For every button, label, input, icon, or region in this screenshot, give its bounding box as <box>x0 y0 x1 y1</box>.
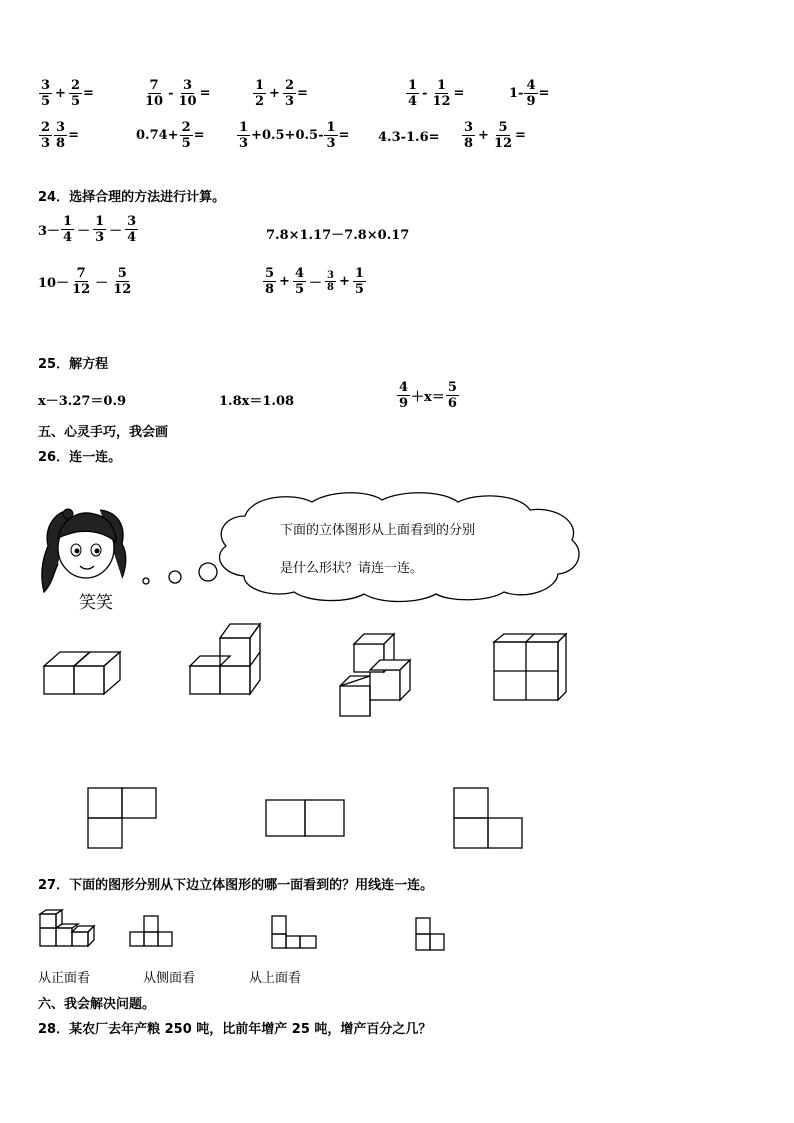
top-view-shape-3 <box>452 786 526 852</box>
solid-figure-3 <box>336 630 428 720</box>
girl-name-label: 笑笑 <box>79 593 113 613</box>
oral-r1-e5: 1- $\frac{4}{9}$ = <box>509 78 550 109</box>
oral-r1-e4: $\frac{1}{4}$ - $\frac{1}{12}$ = <box>408 78 465 109</box>
q24-title: 24．选择合理的方法进行计算。 <box>38 190 226 205</box>
thought-cloud <box>220 493 580 602</box>
fraction: $\frac{2}{5}$ <box>70 78 80 109</box>
solid-figure-2 <box>186 620 268 698</box>
q25-e3: $\frac{4}{9}$ ＋x＝ $\frac{5}{6}$ <box>399 380 457 411</box>
q24-e3: 10－ $\frac{7}{12}$ － $\frac{5}{12}$ <box>38 266 132 297</box>
q26-title: 26．连一连。 <box>38 450 122 465</box>
bubble-dot-medium <box>169 571 181 583</box>
top-view-shape-2 <box>264 798 348 840</box>
oral-r2-e2: 0.74+ $\frac{2}{5}$ = <box>136 120 205 151</box>
thought-bubble-figure <box>30 488 590 613</box>
oral-r2-e3: $\frac{1}{3}$ +0.5+0.5- $\frac{1}{3}$ = <box>239 120 350 151</box>
oral-r1-e1: $\frac{3}{5}$ + $\frac{2}{5}$ = <box>41 78 94 109</box>
q24-e1: 3－ $\frac{1}{4}$ － $\frac{1}{3}$ － $\frac{3}{4}$ <box>38 214 137 245</box>
bubble-text-line2: 是什么形状？请连一连。 <box>280 561 424 576</box>
q28-title: 28．某农厂去年产粮 250 吨，比前年增产 25 吨，增产百分之几？ <box>38 1022 432 1037</box>
oral-r2-e5: $\frac{3}{8}$ + $\frac{5}{12}$ = <box>464 120 526 151</box>
solid-figure-1 <box>40 638 130 700</box>
q27-solid-figure <box>38 908 102 950</box>
oral-r1-e2: $\frac{7}{10}$ - $\frac{3}{10}$ = <box>145 78 211 109</box>
girl-illustration <box>42 509 126 592</box>
solid-figure-4 <box>490 630 570 704</box>
q25-title: 25．解方程 <box>38 357 109 372</box>
view-label-side: 从侧面看 <box>143 971 196 986</box>
q24-e2: 7.8×1.17－7.8×0.17 <box>266 228 410 243</box>
view-label-top: 从上面看 <box>249 971 302 986</box>
q27-view-c <box>414 916 450 956</box>
fraction: $\frac{3}{5}$ <box>41 78 51 109</box>
bubble-dot-small <box>143 578 149 584</box>
oral-r1-e3: $\frac{1}{2}$ + $\frac{2}{3}$ = <box>255 78 308 109</box>
view-label-front: 从正面看 <box>38 971 91 986</box>
q27-view-a <box>128 914 178 950</box>
bubble-text-line1: 下面的立体图形从上面看到的分别 <box>280 523 476 538</box>
oral-r2-e4: 4.3-1.6= <box>378 130 440 145</box>
bubble-dot-large <box>199 563 217 581</box>
section5-heading: 五、心灵手巧，我会画 <box>38 425 169 440</box>
q25-e1: x－3.27＝0.9 <box>38 394 127 409</box>
q24-e4: $\frac{5}{8}$ + $\frac{4}{5}$ － $\frac{3}{8}$ + $\frac{1}{5}$ <box>265 266 364 297</box>
q25-e2: 1.8x＝1.08 <box>219 394 295 409</box>
q27-title: 27．下面的图形分别从下边立体图形的哪一面看到的？用线连一连。 <box>38 878 434 893</box>
top-view-shape-1 <box>86 786 160 852</box>
oral-r2-e1: $\frac{2}{3}$ $\frac{3}{8}$ = <box>41 120 79 151</box>
q27-view-b <box>270 914 322 952</box>
section6-heading: 六、我会解决问题。 <box>38 997 156 1012</box>
